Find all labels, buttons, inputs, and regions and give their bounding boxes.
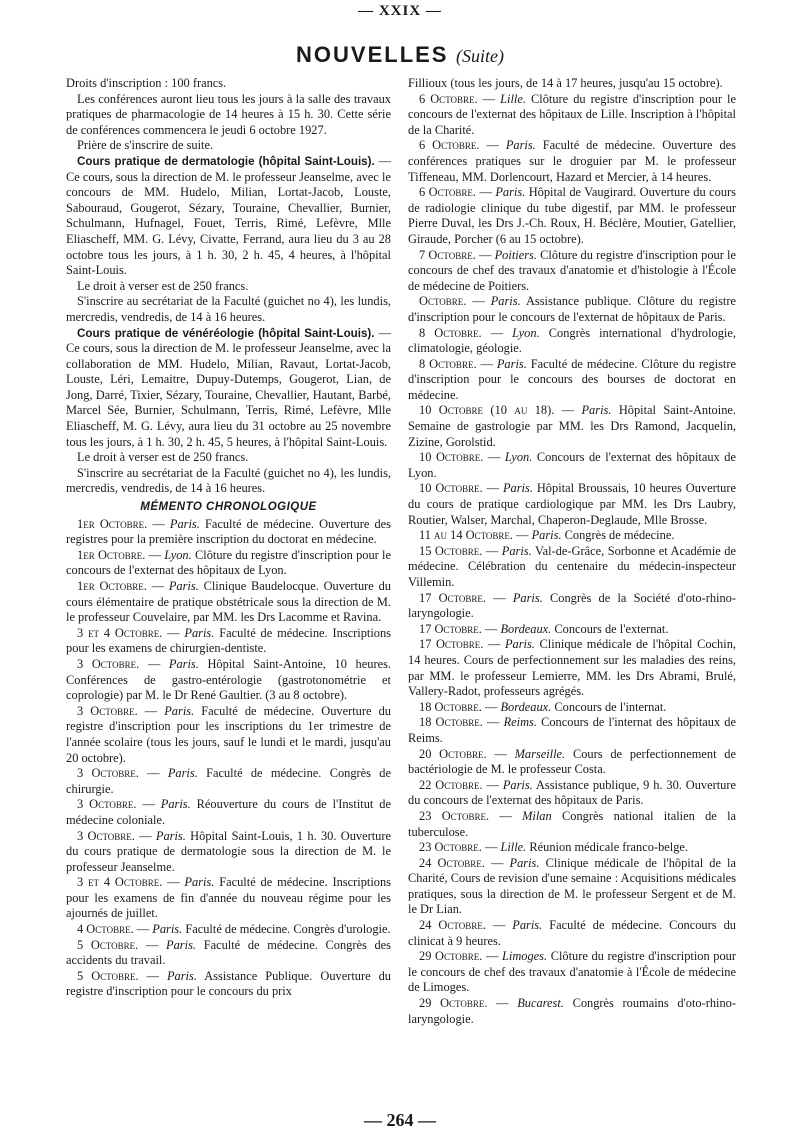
entry-date: 24 Octobre.: [419, 918, 486, 933]
entry-city: Paris.: [581, 403, 612, 418]
memento-entry: 10 Octobre. — Lyon. Concours de l'externat des hôpitaux de Lyon.: [408, 450, 736, 480]
entry-text: Congrès national italien de la tuberculose.: [408, 808, 737, 839]
entry-text: Hôpital de Vaugirard. Ouverture du cours de radiologie clinique du tube digestif, par MM. le professeur Pierre Duval, les Drs J.-Ch. Roux, H. Béclère, Moutier, Gatellier, Giraude, Porcher (6 au 15 octobre).: [408, 185, 736, 246]
news-paragraph: [66, 466, 391, 497]
entry-city: Lille.: [500, 91, 526, 106]
memento-entry: 15 Octobre. — Paris. Val-de-Grâce, Sorbonne et Académie de médecine. Célébration du centenaire du médecin-inspecteur Villemin.: [408, 543, 736, 589]
memento-entry: 11 au 14 Octobre. — Paris. Congrès de médecine.: [419, 528, 675, 543]
entry-date: 11 au 14 Octobre.: [419, 528, 513, 543]
entry-date: 3 et 4 Octobre.: [77, 625, 163, 640]
paragraph-text: Le droit à verser est de 250 francs.: [77, 450, 249, 465]
entry-text: Assistance Publique. Ouverture du registre d'inscription pour le concours du prix: [66, 968, 391, 999]
paragraph-text: Droits d'inscription : 100 francs.: [66, 76, 227, 90]
memento-entry: Octobre. — Paris. Assistance publique. Clôture du registre d'inscription pour le concours de l'externat de hôpitaux de Paris.: [408, 294, 736, 324]
entry-city: Paris.: [169, 516, 200, 531]
entry-city: Bordeaux.: [500, 699, 552, 714]
section-title: [0, 42, 800, 69]
news-paragraph: [66, 279, 391, 295]
entry-city: Paris.: [166, 937, 196, 952]
entry-city: Marseille.: [514, 746, 566, 761]
entry-text: Faculté de médecine. Clôture du registre d'inscription pour le concours des bourses de doctorat en médecine.: [408, 356, 736, 402]
entry-text: Faculté de médecine. Inscriptions pour les examens de chirurgien-dentiste.: [66, 625, 391, 656]
entry-date: 17 Octobre.: [419, 621, 482, 636]
entry-text: Congrès de médecine.: [564, 528, 675, 543]
memento-entry: 10 Octobre (10 au 18). — Paris. Hôpital Saint-Antoine. Semaine de gastrologie par MM. les Drs Ramond, Jacquelin, Zizine, Gorolstid.: [408, 403, 736, 449]
entry-city: Lille.: [500, 840, 527, 855]
entry-date: 18 Octobre.: [419, 699, 482, 714]
right-column: [408, 76, 736, 1027]
memento-entry: 8 Octobre. — Lyon. Congrès international d'hydrologie, climatologie, géologie.: [408, 325, 736, 356]
memento-entry: 17 Octobre. — Paris. Clinique médicale de l'hôpital Cochin, 14 heures. Cours de perfectionnement sur les maladies des reins, par MM. le professeur Lemierre, MM. les Drs Abrami, Brulé, Vallery-Radot, professeurs agrégés.: [408, 637, 736, 699]
entry-city: Paris.: [496, 356, 527, 371]
memento-entry: 23 Octobre. — Milan Congrès national italien de la tuberculose.: [408, 808, 737, 839]
memento-entry: [408, 76, 736, 92]
entry-date: 3 Octobre.: [77, 828, 135, 843]
entry-date: 8 Octobre.: [419, 356, 477, 371]
memento-entry: 1er Octobre. — Paris. Faculté de médecine. Ouverture des registres pour la première inscription du doctorat en médecine.: [66, 516, 391, 547]
news-paragraph: [66, 326, 391, 451]
news-paragraph: [66, 154, 391, 279]
entry-city: Limoges.: [502, 949, 548, 964]
entry-date: 23 Octobre.: [419, 840, 482, 855]
entry-city: Paris.: [512, 590, 543, 605]
memento-entry: 20 Octobre. — Marseille. Cours de perfectionnement de bactériologie de M. le professeur Costa.: [408, 746, 737, 777]
entry-text: Faculté de médecine. Congrès d'urologie.: [185, 922, 391, 937]
entry-city: Lyon.: [504, 450, 533, 465]
entry-date: 24 Octobre.: [419, 855, 485, 870]
paragraph-text: Les conférences auront lieu tous les jours à la salle des travaux pratiques de pharmacologie de 14 heures à 15 h. 30. Cette série de conférences commencera le jeudi 6 octobre 1927.: [66, 91, 391, 137]
entry-date: Octobre.: [419, 294, 467, 309]
entry-date: 29 Octobre.: [419, 949, 483, 964]
page-number: — 264 —: [364, 1110, 436, 1130]
entry-date: 7 Octobre.: [419, 247, 476, 262]
memento-entry: 4 Octobre. — Paris. Faculté de médecine. Congrès d'urologie.: [77, 922, 391, 937]
entry-text: Hôpital Saint-Antoine. Semaine de gastrologie par MM. les Drs Ramond, Jacquelin, Zizine, Gorolstid.: [408, 403, 736, 449]
entry-city: Paris.: [505, 138, 536, 153]
entry-date: 23 Octobre.: [419, 808, 490, 823]
entry-text: Faculté de médecine. Concours du clinicat à 9 heures.: [408, 918, 736, 948]
entry-date: 1er Octobre.: [77, 579, 147, 593]
entry-date: 3 Octobre.: [77, 797, 137, 812]
title-main: NOUVELLES: [296, 42, 449, 67]
left-column: [66, 76, 391, 1000]
entry-text: Val-de-Grâce, Sorbonne et Académie de médecine. Célébration du centenaire du médecin-inspecteur Villemin.: [408, 543, 736, 589]
entry-date: 10 Octobre.: [419, 450, 484, 465]
memento-entry: 1er Octobre. — Lyon. Clôture du registre d'inscription pour le concours de l'externat des hôpitaux de Lyon.: [66, 547, 391, 578]
entry-text: Concours de l'externat.: [554, 621, 669, 636]
entry-city: Paris.: [160, 797, 191, 812]
entry-city: Paris.: [168, 579, 199, 593]
entry-text: Cours de perfectionnement de bactériologie de M. le professeur Costa.: [408, 746, 737, 777]
entry-text: Hôpital Saint-Antoine, 10 heures. Conférences de gastro-entérologie (gastrotonométrie et coprologie) par M. le Dr René Gaultier. (3 au 8 octobre).: [66, 656, 391, 703]
entry-text: Concours de l'internat.: [554, 699, 667, 714]
memento-entry: 3 Octobre. — Paris. Hôpital Saint-Louis, 1 h. 30. Ouverture du cours pratique de dermatologie sous la direction de M. le professeur Jeanselme.: [66, 828, 391, 874]
entry-city: Paris.: [184, 625, 215, 640]
entry-date: 17 Octobre.: [419, 637, 484, 652]
entry-city: Milan: [522, 808, 552, 823]
entry-text: Assistance publique, 9 h. 30. Ouverture du concours de l'externat des hôpitaux de Paris.: [408, 777, 737, 808]
entry-date: 3 Octobre.: [77, 656, 140, 671]
news-paragraph: [66, 294, 391, 325]
news-paragraph: [66, 92, 391, 139]
memento-heading: MÉMENTO CHRONOLOGIQUE: [140, 501, 317, 514]
memento-list-right: [408, 76, 736, 1027]
entry-text: Clinique médicale de l'hôpital de la Charité, Cours de revision d'une semaine : Acquisitions médicales pratiques, sous la direction de M. le professeur Sergent et de M. le Dr Lian.: [408, 855, 736, 917]
entry-text: Concours de l'internat des hôpitaux de Reims.: [408, 715, 737, 745]
entry-date: 1er Octobre.: [77, 547, 146, 562]
entry-city: Paris.: [164, 703, 195, 718]
news-paragraph: [66, 138, 391, 154]
memento-entry: 18 Octobre. — Reims. Concours de l'internat des hôpitaux de Reims.: [408, 715, 737, 745]
entry-city: Paris.: [168, 656, 199, 671]
memento-entry: 17 Octobre. — Bordeaux. Concours de l'externat.: [419, 621, 669, 636]
news-paragraph: [66, 450, 391, 466]
memento-list-left: [66, 517, 391, 1000]
entry-text: Clinique médicale de l'hôpital Cochin, 14 heures. Cours de perfectionnement sur les maladies des reins, par MM. le professeur Lemierre, MM. les Drs Abrami, Brulé, Vallery-Radot, professeurs agrégés.: [408, 637, 736, 699]
entry-city: Lyon.: [512, 325, 540, 340]
entry-date: 17 Octobre.: [419, 590, 486, 605]
entry-date: 20 Octobre.: [419, 746, 487, 761]
memento-entry: 3 et 4 Octobre. — Paris. Faculté de médecine. Inscriptions pour les examens de chirurgien-dentiste.: [66, 625, 391, 656]
entry-text: Hôpital Saint-Louis, 1 h. 30. Ouverture du cours pratique de dermatologie sous la direction de M. le professeur Jeanselme.: [66, 828, 391, 874]
entry-date: 5 Octobre.: [77, 937, 139, 952]
roman-folio: — XXIX —: [358, 3, 442, 19]
title-subtitle: (Suite): [455, 46, 504, 66]
entry-text: Congrès roumains d'oto-rhino-laryngologie.: [408, 996, 737, 1026]
entry-date: 6 Octobre.: [419, 91, 478, 106]
entry-date: 8 Octobre.: [419, 325, 482, 340]
memento-entry: 5 Octobre. — Paris. Assistance Publique. Ouverture du registre d'inscription pour le concours du prix: [66, 968, 391, 999]
entry-text: Faculté de médecine. Congrès des accidents du travail.: [66, 937, 391, 968]
entry-city: Paris.: [167, 766, 198, 781]
entry-city: Poitiers.: [494, 247, 537, 262]
memento-entry: 1er Octobre. — Paris. Clinique Baudelocque. Ouverture du cours élémentaire de pratique obstétricale sous la direction de M. le professeur Couvelaire, par MM. les Drs Lacomme et Ravina.: [66, 579, 391, 625]
entry-city: Paris.: [502, 481, 533, 496]
memento-entry: 5 Octobre. — Paris. Faculté de médecine. Congrès des accidents du travail.: [66, 937, 391, 968]
memento-entry: 18 Octobre. — Bordeaux. Concours de l'internat.: [419, 699, 667, 714]
paragraph-text: S'inscrire au secrétariat de la Faculté (guichet no 4), les lundis, mercredis, vendredis, de 14 à 16 heures.: [66, 294, 391, 324]
course-heading: Cours pratique de vénéréologie (hôpital Saint-Louis).: [77, 326, 375, 340]
entry-text: Faculté de médecine. Ouverture du registre d'inscription pour les inscriptions du 1er trimestre de l'année scolaire (tous les jours, sauf le lundi et le mardi, jusqu'au 20 octobre).: [66, 703, 391, 765]
entry-text: Faculté de médecine. Congrès de chirurgie.: [66, 766, 391, 796]
entry-text: Congrès international d'hydrologie, climatologie, géologie.: [408, 325, 736, 356]
entry-city: Paris.: [490, 294, 521, 309]
entry-date: 22 Octobre.: [419, 777, 483, 792]
entry-date: 29 Octobre.: [419, 996, 488, 1011]
memento-entry: 3 Octobre. — Paris. Hôpital Saint-Antoine, 10 heures. Conférences de gastro-entérologie (gastrotonométrie et coprologie) par M. le Dr René Gaultier. (3 au 8 octobre).: [66, 656, 391, 703]
entry-city: Paris.: [502, 777, 533, 792]
entry-text: Réouverture du cours de l'Institut de médecine coloniale.: [66, 797, 391, 827]
entry-city: Bordeaux.: [500, 621, 552, 636]
course-heading: Cours pratique de dermatologie (hôpital Saint-Louis).: [77, 154, 375, 168]
entry-date: 1er Octobre.: [77, 516, 148, 531]
memento-entry: 7 Octobre. — Poitiers. Clôture du registre d'inscription pour le concours de chef des travaux d'anatomie et d'histologie à l'École de médecine de Poitiers.: [408, 247, 736, 293]
memento-entry: 8 Octobre. — Paris. Faculté de médecine. Clôture du registre d'inscription pour le concours des bourses de doctorat en médecine.: [408, 356, 736, 402]
entry-city: Lyon.: [164, 547, 192, 562]
entry-date: 5 Octobre.: [77, 968, 139, 983]
entry-city: Paris.: [184, 875, 215, 890]
entry-city: Bucarest.: [517, 996, 564, 1011]
entry-text: Faculté de médecine. Inscriptions pour les examens de fin d'année du nouveau régime pour les ajournés de juillet.: [66, 875, 391, 921]
memento-entry: 29 Octobre. — Bucarest. Congrès roumains d'oto-rhino-laryngologie.: [408, 996, 737, 1026]
entry-text: Assistance publique. Clôture du registre d'inscription pour le concours de l'externat de hôpitaux de Paris.: [408, 294, 736, 324]
memento-entry: 6 Octobre. — Lille. Clôture du registre d'inscription pour le concours de l'externat des hôpitaux de Lille. Inscription à l'hôpital de la Charité.: [408, 91, 736, 137]
entry-text: Congrès de la Société d'oto-rhino-laryngologie.: [408, 590, 736, 621]
entry-city: Paris.: [495, 185, 526, 200]
entry-text: Faculté de médecine. Ouverture des conférences pratiques sur le droguier par M. le professeur Tiffeneau, MM. Dorlencourt, Hazard et Mercier, à 14 heures.: [408, 138, 736, 184]
entry-city: Reims.: [503, 715, 537, 730]
memento-entry: 17 Octobre. — Paris. Congrès de la Société d'oto-rhino-laryngologie.: [408, 590, 736, 621]
paragraph-text: S'inscrire au secrétariat de la Faculté (guichet no 4), les lundis, mercredis, vendredis, de 14 à 16 heures.: [66, 465, 391, 496]
entry-date: 3 Octobre.: [77, 703, 138, 718]
memento-entry: 10 Octobre. — Paris. Hôpital Broussais, 10 heures Ouverture du cours de pratique cardiologique par MM. les Drs Laubry, Routier, Walser, Marchal, Chaperon-Deglaude, Mlle Brosse.: [408, 481, 736, 527]
entry-date: 10 Octobre.: [419, 481, 483, 496]
entry-date: 3 et 4 Octobre.: [77, 875, 163, 890]
entry-date: 10 Octobre (10 au 18).: [419, 403, 555, 418]
entry-date: 4 Octobre.: [77, 922, 134, 937]
entry-text: Clôture du registre d'inscription pour le concours de l'externat des hôpitaux de Lyon.: [66, 547, 391, 578]
entry-text: Faculté de médecine. Ouverture des registres pour la première inscription du doctorat en médecine.: [66, 516, 391, 547]
memento-entry: 3 et 4 Octobre. — Paris. Faculté de médecine. Inscriptions pour les examens de fin d'année du nouveau régime pour les ajournés de juillet.: [66, 875, 391, 921]
entry-text: Réunion médicale franco-belge.: [529, 840, 689, 855]
entry-city: Paris.: [152, 922, 183, 937]
entry-text: Clôture du registre d'inscription pour le concours de l'externat des hôpitaux de Lille. Inscription à l'hôpital de la Charité.: [408, 91, 736, 137]
memento-entry: 24 Octobre. — Paris. Faculté de médecine. Concours du clinicat à 9 heures.: [408, 918, 736, 948]
entry-date: 18 Octobre.: [419, 715, 483, 730]
news-paragraph: [66, 76, 391, 92]
entry-text: Concours de l'externat des hôpitaux de Lyon.: [408, 450, 736, 480]
entry-date: 3 Octobre.: [77, 766, 139, 781]
memento-entry: 6 Octobre. — Paris. Faculté de médecine. Ouverture des conférences pratiques sur le droguier par M. le professeur Tiffeneau, MM. Dorlencourt, Hazard et Mercier, à 14 heures.: [408, 138, 736, 184]
memento-entry: 22 Octobre. — Paris. Assistance publique, 9 h. 30. Ouverture du concours de l'externat des hôpitaux de Paris.: [408, 777, 737, 808]
entry-city: Paris.: [512, 918, 543, 933]
entry-text: Clôture du registre d'inscription pour le concours de chef des travaux d'anatomie et d'histologie à l'École de médecine de Poitiers.: [408, 247, 736, 293]
continued-text: Fillioux (tous les jours, de 14 à 17 heures, jusqu'au 15 octobre).: [408, 76, 723, 90]
entry-city: Paris.: [155, 828, 186, 843]
memento-entry: 3 Octobre. — Paris. Réouverture du cours de l'Institut de médecine coloniale.: [66, 797, 391, 827]
entry-text: Clôture du registre d'inscription pour le concours de chef des travaux d'anatomie à l'École de médecine de Limoges.: [408, 949, 736, 995]
paragraph-text: — Ce cours, sous la direction de M. le professeur Jeanselme, avec le concours de MM. Hudelo, Milian, Lortat-Jacob, Louste, Sabouraud, Gougerot, Sézary, Touraine, Chevallier, Burnier, Schulmann, Hufnagel, Fouet, Terris, Rimé, Lefèvre, Mlle Eliascheff, MM. G. Lévy, Civatte, Ferrand, aura lieu du 3 au 28 octobre tous les jours, à 1 h. 30, 2 h. 45, 4 heures, à l'hôpital Saint-Louis.: [66, 153, 391, 278]
memento-entry: 3 Octobre. — Paris. Faculté de médecine. Congrès de chirurgie.: [66, 766, 391, 796]
entry-date: 15 Octobre.: [419, 543, 483, 558]
memento-entry: 3 Octobre. — Paris. Faculté de médecine. Ouverture du registre d'inscription pour les inscriptions du 1er trimestre de l'année scolaire (tous les jours, sauf le lundi et le mardi, jusqu'au 20 octobre).: [66, 703, 391, 765]
paragraph-text: Le droit à verser est de 250 francs.: [77, 278, 249, 293]
entry-text: Hôpital Broussais, 10 heures Ouverture du cours de pratique cardiologique par MM. les Drs Laubry, Routier, Walser, Marchal, Chaperon-Deglaude, Mlle Brosse.: [408, 481, 736, 527]
entry-date: 6 Octobre.: [419, 185, 477, 200]
news-paragraphs: [66, 76, 391, 497]
entry-city: Paris.: [501, 543, 532, 558]
entry-date: 6 Octobre.: [419, 138, 480, 153]
entry-city: Paris.: [166, 968, 197, 983]
entry-text: Clinique Baudelocque. Ouverture du cours élémentaire de pratique obstétricale sous la direction de M. le professeur Couvelaire, par MM. les Drs Lacomme et Ravina.: [66, 579, 391, 625]
entry-city: Paris.: [531, 528, 562, 543]
memento-entry: 24 Octobre. — Paris. Clinique médicale de l'hôpital de la Charité, Cours de revision d'une semaine : Acquisitions médicales pratiques, sous la direction de M. le professeur Sergent et de M. le Dr Lian.: [408, 855, 736, 917]
entry-city: Paris.: [509, 855, 540, 870]
paragraph-text: — Ce cours, sous la direction de M. le professeur Jeanselme, avec la collaboration de MM. Hudelo, Milian, Ravaut, Lortat-Jacob, Louste, Léri, Lemaitre, Dupuy-Dutemps, Gougerot, Lian, de Jong, Darré, Tixier, Sézary, Touraine, Chevallier, Hautant, Barbé, Marcel Sée, Burnier, Schulmann, Terris, Rimé, Lefèvre, Mlle Eliascheff, M. G. Lévy, aura lieu du 31 octobre au 25 novembre tous les jours, à 1 h. 30, 2 h. 45, 5 heures, à l'hôpital Saint-Louis.: [66, 325, 391, 449]
entry-city: Paris.: [504, 637, 535, 652]
paragraph-text: Prière de s'inscrire de suite.: [77, 138, 214, 153]
memento-entry: 23 Octobre. — Lille. Réunion médicale franco-belge.: [419, 840, 689, 855]
memento-entry: 29 Octobre. — Limoges. Clôture du registre d'inscription pour le concours de chef des travaux d'anatomie à l'École de médecine de Limoges.: [408, 949, 736, 995]
memento-entry: 6 Octobre. — Paris. Hôpital de Vaugirard. Ouverture du cours de radiologie clinique du tube digestif, par MM. le professeur Pierre Duval, les Drs J.-Ch. Roux, H. Béclère, Moutier, Gatellier, Giraude, Porcher (6 au 15 octobre).: [408, 185, 736, 246]
